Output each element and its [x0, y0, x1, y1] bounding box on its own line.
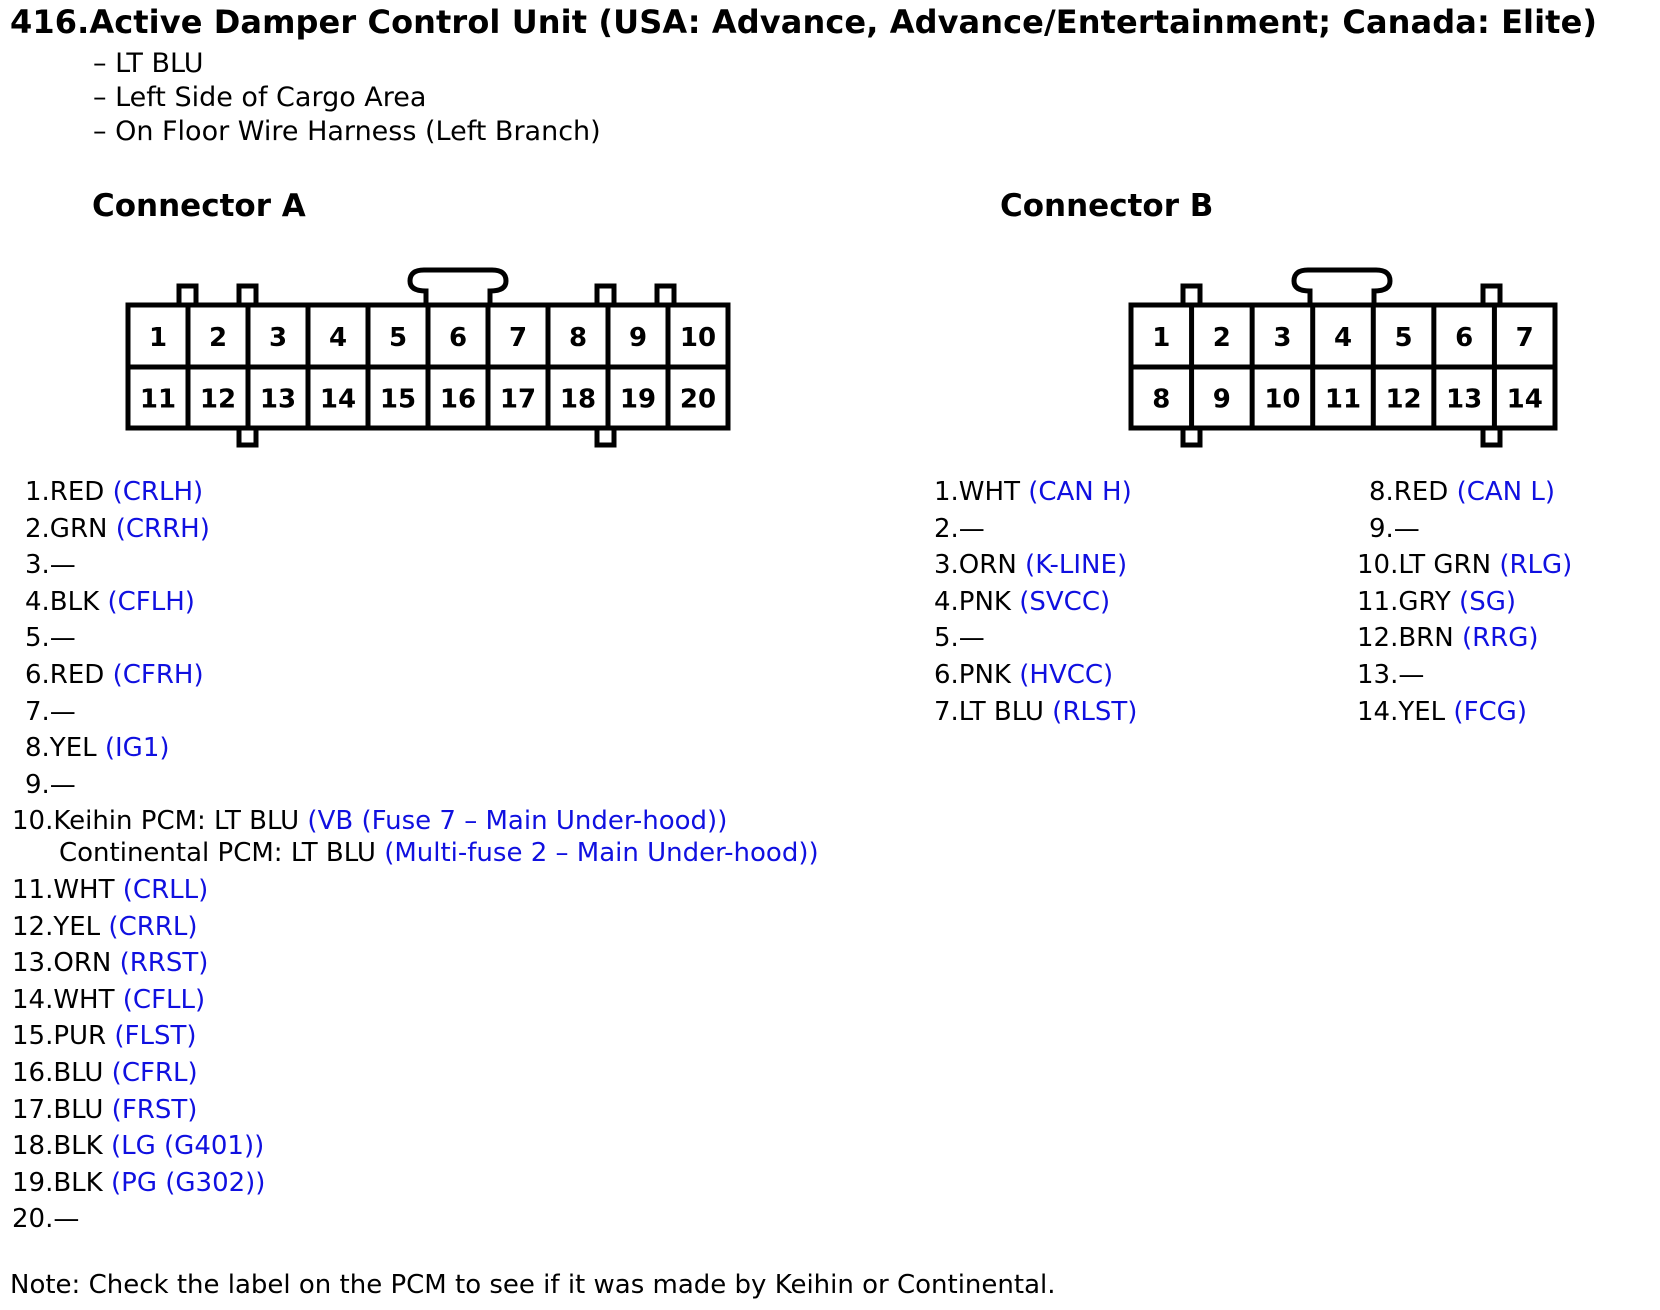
connector_a-cavity-number: 11 — [139, 384, 177, 415]
pin-entry — [12, 985, 205, 1015]
pin-signal: (PG (G302)) — [102, 1167, 266, 1198]
pin-signal: (K-LINE) — [1016, 550, 1128, 581]
connector_a-cavity-number: 3 — [268, 323, 288, 353]
pin-entry — [934, 477, 1132, 507]
pin-wire-label: 13.ORN — [12, 948, 112, 979]
connector_b-cavity-number: 10 — [1264, 384, 1301, 415]
page-title: 416.Active Damper Control Unit (USA: Advance, Advance/Entertainment; Canada: Elite) — [10, 3, 1598, 41]
connector_a-cavity-number: 9 — [628, 323, 648, 353]
pin-wire-label: 12.BRN — [1357, 623, 1454, 654]
pin-entry — [25, 587, 195, 617]
connector_a-cavity-number: 10 — [679, 323, 717, 353]
connector_b-cavity-number: 6 — [1455, 323, 1474, 353]
pin-entry — [1357, 587, 1516, 617]
connector_a-cavity-number: 15 — [379, 384, 417, 415]
pin-wire-label: 5.— — [25, 623, 76, 654]
pin-wire-label: 18.BLK — [12, 1131, 103, 1162]
connector_b-cavity-number: 14 — [1506, 384, 1543, 415]
pin-entry — [12, 912, 197, 942]
connector_b-cavity-number: 13 — [1446, 384, 1483, 415]
pin-signal: (RLG) — [1491, 550, 1573, 581]
pin-entry — [12, 1095, 197, 1125]
pin-wire-label: 16.BLU — [12, 1058, 104, 1088]
pin-wire-label: 5.— — [934, 623, 985, 654]
pin-wire-label: 8.RED — [1369, 477, 1449, 507]
pin-entry — [934, 660, 1113, 690]
connector_b-cavity-number: 1 — [1152, 323, 1171, 353]
pin-entry — [934, 587, 1110, 617]
pin-signal: (FLST) — [106, 1021, 197, 1052]
pin-wire-label: 9.— — [1369, 513, 1420, 544]
connector_a-cavity-number: 12 — [199, 384, 237, 415]
pin-wire-label: 1.WHT — [934, 477, 1020, 507]
pin-entry — [934, 623, 985, 653]
connector_b-cavity-number: 4 — [1333, 323, 1353, 353]
pin-signal: (FCG) — [1445, 696, 1527, 727]
pin-entry — [12, 875, 208, 905]
pin-entry — [12, 1131, 264, 1161]
pin-wire-label: 20.— — [12, 1204, 80, 1235]
pin-entry — [25, 550, 76, 580]
connector_b-cavity-number: 8 — [1152, 384, 1171, 415]
pin-signal: (CRRL) — [100, 911, 198, 942]
pin-wire-label: 3.ORN — [934, 550, 1017, 581]
pin-entry — [12, 806, 727, 836]
pin-entry — [1369, 514, 1420, 544]
connector_a-cavity-number: 8 — [568, 323, 588, 353]
pin-wire-label: 15.PUR — [12, 1021, 107, 1052]
connector_a-cavity-number: 13 — [259, 384, 297, 415]
pin-signal: (IG1) — [96, 733, 170, 764]
pin-wire-label: 19.BLK — [12, 1167, 103, 1198]
connector_a-cavity-number: 7 — [508, 323, 528, 353]
pin-wire-label: 2.— — [934, 513, 985, 544]
pin-entry — [1357, 550, 1572, 580]
detail-harness: – On Floor Wire Harness (Left Branch) — [93, 116, 601, 147]
pin-entry — [25, 733, 170, 763]
connector_a-cavity-number: 19 — [619, 384, 657, 415]
connector_a-cavity-number: 4 — [328, 323, 348, 353]
pin-entry — [25, 477, 203, 507]
connector_b-cavity-number: 7 — [1515, 323, 1534, 353]
pin-wire-label: 17.BLU — [12, 1094, 104, 1125]
pin-wire-label: 10.Keihin PCM: LT BLU — [12, 806, 300, 837]
pin-wire-label: 14.YEL — [1357, 696, 1446, 727]
pin-signal: (HVCC) — [1010, 660, 1114, 690]
pin-wire-label: 6.RED — [25, 660, 105, 690]
pin-signal: (CAN H) — [1019, 477, 1132, 507]
connector_a-cavity-number: 2 — [208, 323, 228, 353]
pin-wire-label: 2.GRN — [25, 513, 108, 544]
pin-entry — [1357, 660, 1424, 690]
footnote: Note: Check the label on the PCM to see if it was made by Keihin or Continental. — [10, 1270, 1056, 1300]
connector_a-cavity-number: 20 — [679, 384, 717, 415]
pin-wire-label: 3.— — [25, 550, 76, 581]
pin-entry — [25, 697, 76, 727]
connector-b-latch-tab — [1483, 286, 1500, 305]
pin-signal: (CFRH) — [104, 660, 204, 690]
connector_a-cavity-number: 17 — [499, 384, 537, 415]
pin-wire-label: 12.YEL — [12, 911, 101, 942]
pin-entry — [12, 1168, 265, 1198]
pin-wire-label: 13.— — [1357, 660, 1425, 690]
pin-signal: (CRRH) — [107, 513, 210, 544]
pin-wire-label: 7.— — [25, 696, 76, 727]
pin-entry — [934, 550, 1127, 580]
connector_b-cavity-number: 12 — [1385, 384, 1422, 415]
pin-wire-label: 11.WHT — [12, 875, 115, 905]
pin-entry — [25, 660, 204, 690]
pin-wire-label: 14.WHT — [12, 984, 115, 1015]
pin-signal: (Multi-fuse 2 – Main Under-hood)) — [375, 838, 819, 869]
pin-wire-label: 4.BLK — [25, 586, 100, 617]
connector_a-cavity-number: 18 — [559, 384, 597, 415]
detail-color: – LT BLU — [93, 48, 204, 79]
pin-signal: (SG) — [1450, 586, 1516, 617]
pin-wire-label: 4.PNK — [934, 586, 1011, 617]
pin-signal: (CFRL) — [103, 1058, 198, 1088]
pin-wire-label: 1.RED — [25, 477, 105, 507]
pin-wire-label: 9.— — [25, 769, 76, 800]
pin-wire-label: Continental PCM: LT BLU — [59, 838, 376, 869]
connector_a-cavity-number: 16 — [439, 384, 477, 415]
pin-entry — [25, 770, 76, 800]
connector_a-cavity-number: 1 — [148, 323, 168, 353]
connector_b-cavity-number: 9 — [1212, 384, 1231, 415]
connector-b-diagram — [0, 0, 1660, 460]
connector_a-cavity-number: 5 — [388, 323, 408, 353]
connector-b-latch-tab — [1183, 286, 1200, 305]
pin-entry — [59, 838, 819, 868]
detail-location: – Left Side of Cargo Area — [93, 82, 427, 113]
pin-wire-label: 10.LT GRN — [1357, 550, 1492, 581]
pin-wire-label: 8.YEL — [25, 733, 97, 764]
connector_b-cavity-number: 3 — [1273, 323, 1292, 353]
pin-entry — [12, 1021, 197, 1051]
pin-entry — [12, 1058, 198, 1088]
connector-a-heading: Connector A — [92, 188, 306, 224]
pin-entry — [934, 514, 985, 544]
pin-entry — [25, 623, 76, 653]
connector_a-cavity-number: 6 — [448, 323, 468, 353]
pin-entry — [934, 697, 1137, 727]
pin-signal: (RLST) — [1043, 696, 1138, 727]
pin-wire-label: 7.LT BLU — [934, 696, 1044, 727]
pin-signal: (CRLH) — [104, 477, 204, 507]
connector_a-cavity-number: 14 — [319, 384, 357, 415]
pin-wire-label: 6.PNK — [934, 660, 1011, 690]
pin-entry — [25, 514, 210, 544]
connector_b-cavity-number: 11 — [1324, 384, 1362, 415]
connector_b-cavity-number: 5 — [1394, 323, 1413, 353]
pin-entry — [1369, 477, 1555, 507]
pin-signal: (RRST) — [111, 948, 209, 979]
connector-b-lock-clip — [1294, 270, 1390, 305]
pin-wire-label: 11.GRY — [1357, 586, 1451, 617]
pin-entry — [1357, 697, 1527, 727]
pin-signal: (LG (G401)) — [102, 1131, 265, 1162]
pin-entry — [1357, 623, 1539, 653]
pin-signal: (RRG) — [1453, 623, 1539, 654]
pin-signal: (CAN L) — [1448, 477, 1556, 507]
pin-signal: (VB (Fuse 7 – Main Under-hood)) — [299, 806, 728, 837]
pin-entry — [12, 1204, 79, 1234]
pin-signal: (CFLL) — [114, 984, 206, 1015]
pin-signal: (CFLH) — [99, 586, 195, 617]
pin-entry — [12, 948, 208, 978]
pin-signal: (CRLL) — [114, 875, 209, 905]
connector_b-cavity-number: 2 — [1212, 323, 1231, 353]
pin-signal: (FRST) — [103, 1094, 198, 1125]
connector-b-heading: Connector B — [1000, 188, 1214, 224]
pin-signal: (SVCC) — [1010, 586, 1111, 617]
